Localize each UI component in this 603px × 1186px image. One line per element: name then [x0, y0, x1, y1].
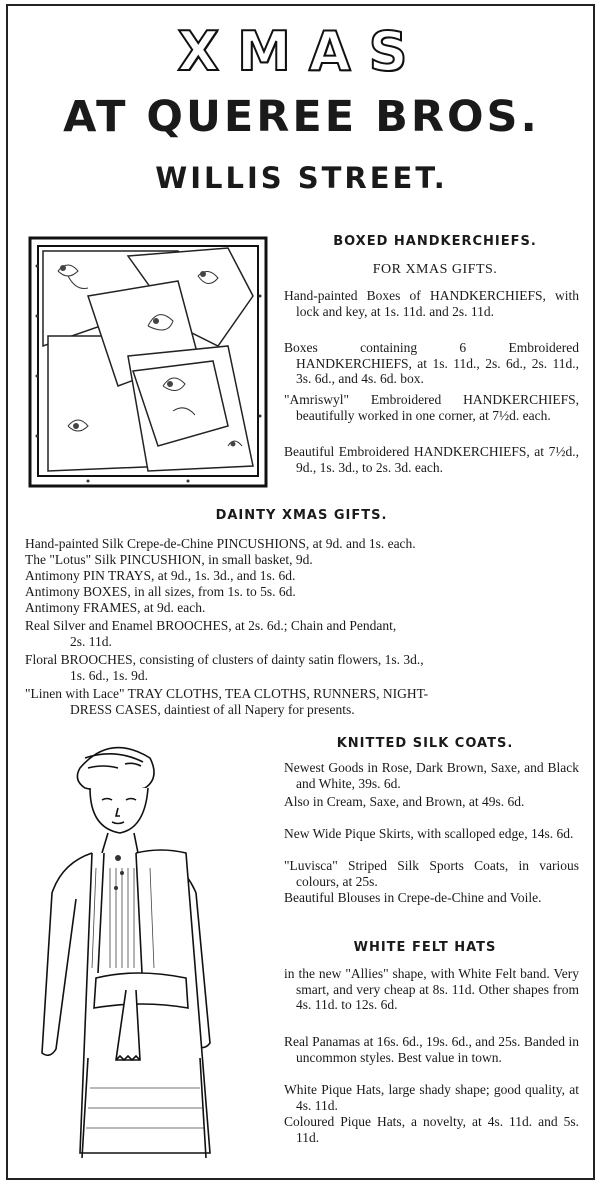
list-item: Beautiful Blouses in Crepe-de-Chine and Voile.	[284, 890, 542, 905]
list-item: Beautiful Embroidered HANDKERCHIEFS, at 7½d., 9d., 1s. 3d., to 2s. 3d. each.	[284, 444, 579, 475]
list-item: Antimony PIN TRAYS, at 9d., 1s. 3d., and 1s. 6d.	[25, 568, 296, 583]
section-title-dainty-gifts: DAINTY XMAS GIFTS.	[215, 508, 388, 523]
list-item: Coloured Pique Hats, a novelty, at 4s. 11d. and 5s. 11d.	[284, 1114, 579, 1145]
list-item: DRESS CASES, daintiest of all Napery for presents.	[70, 702, 355, 717]
section-title-white-felt-hats: WHITE FELT HATS	[353, 940, 497, 955]
list-item: Hand-painted Boxes of HANDKERCHIEFS, with lock and key, at 1s. 11d. and 2s. 11d.	[284, 288, 579, 319]
list-item: Real Panamas at 16s. 6d., 19s. 6d., and 25s. Banded in uncommon styles. Best value in town.	[284, 1034, 579, 1065]
list-item: Floral BROOCHES, consisting of clusters of dainty satin flowers, 1s. 3d.,	[25, 652, 424, 667]
section-subtitle-handkerchiefs: FOR XMAS GIFTS.	[372, 262, 498, 277]
headline-xmas: XMAS	[177, 20, 426, 83]
list-item: White Pique Hats, large shady shape; good quality, at 4s. 11d.	[284, 1082, 579, 1113]
woman-in-knitted-coat-illustration	[30, 728, 250, 1176]
headline-street: WILLIS STREET.	[155, 161, 448, 195]
list-item: 1s. 6d., 1s. 9d.	[70, 668, 149, 683]
list-item: Newest Goods in Rose, Dark Brown, Saxe, and Black and White, 39s. 6d.	[284, 760, 579, 791]
list-item: Real Silver and Enamel BROOCHES, at 2s. 6d.; Chain and Pendant,	[25, 618, 397, 633]
list-item: in the new "Allies" shape, with White Felt band. Very smart, and very cheap at 8s. 11d. Other shapes from 4s. 11d. to 12s. 6d.	[284, 966, 579, 1012]
list-item: Antimony FRAMES, at 9d. each.	[25, 600, 206, 615]
section-title-knitted-coats: KNITTED SILK COATS.	[336, 736, 514, 751]
handkerchief-box-illustration	[28, 236, 268, 488]
list-item: The "Lotus" Silk PINCUSHION, in small basket, 9d.	[25, 552, 313, 567]
headline-store-name: AT QUEREE BROS.	[63, 92, 540, 142]
list-item: Antimony BOXES, in all sizes, from 1s. to 5s. 6d.	[25, 584, 296, 599]
list-item: "Luvisca" Striped Silk Sports Coats, in various colours, at 25s.	[284, 858, 579, 889]
list-item: Boxes containing 6 Embroidered HANDKERCHIEFS, at 1s. 11d., 2s. 6d., 2s. 11d., 3s. 6d., and 4s. 6d. box.	[284, 340, 579, 386]
list-item: New Wide Pique Skirts, with scalloped edge, 14s. 6d.	[284, 826, 574, 841]
list-item: "Linen with Lace" TRAY CLOTHS, TEA CLOTHS, RUNNERS, NIGHT-	[25, 686, 429, 701]
section-title-handkerchiefs: BOXED HANDKERCHIEFS.	[333, 234, 537, 249]
list-item: 2s. 11d.	[70, 634, 112, 649]
list-item: "Amriswyl" Embroidered HANDKERCHIEFS, beautifully worked in one corner, at 7½d. each.	[284, 392, 579, 423]
list-item: Also in Cream, Saxe, and Brown, at 49s. 6d.	[284, 794, 525, 809]
list-item: Hand-painted Silk Crepe-de-Chine PINCUSHIONS, at 9d. and 1s. each.	[25, 536, 416, 551]
